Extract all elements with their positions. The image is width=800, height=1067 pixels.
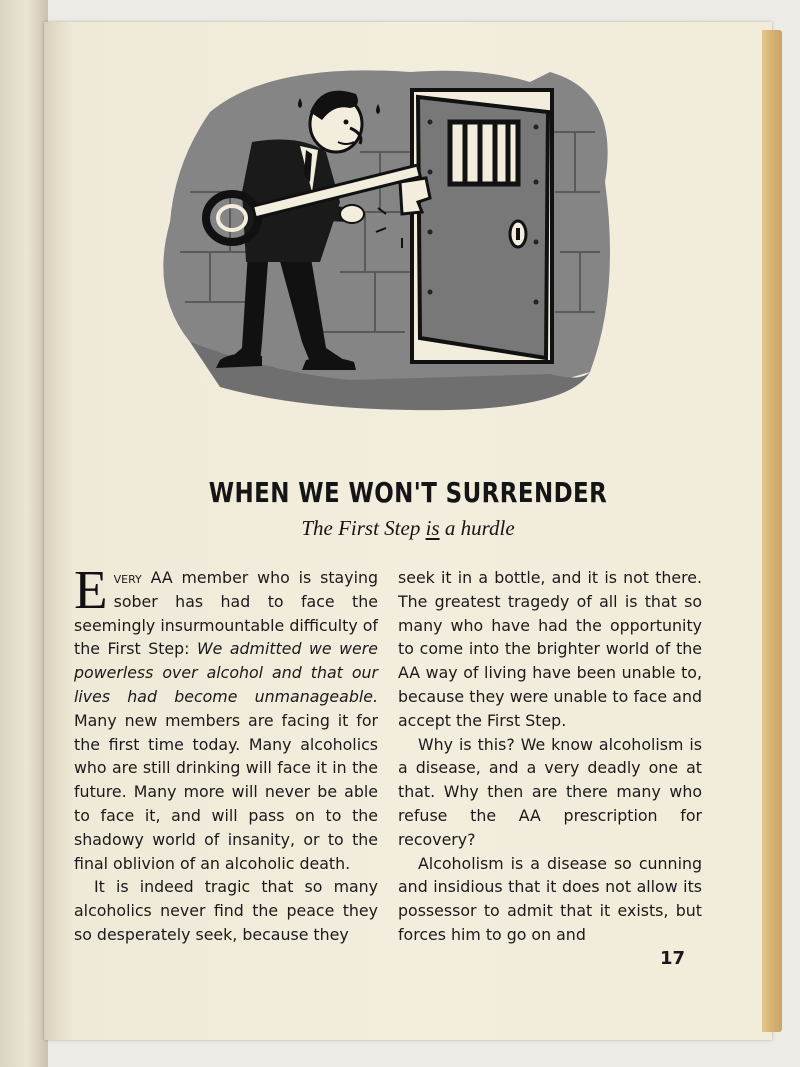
subtitle-part: The First Step [301, 516, 426, 540]
subtitle-underlined-word: is [425, 516, 440, 540]
page-number: 17 [660, 948, 686, 969]
paragraph-text: AA member who is staying sober has had to face the seemingly insurmountable difficulty of the First Step: [74, 568, 378, 659]
article-subtitle [44, 516, 772, 541]
smallcaps-lead: very [113, 568, 142, 587]
man-with-key-at-cell-door-illustration [150, 42, 620, 412]
first-step-quote: We admitted we were powerless over alcohol and that our lives had become unmanageable. [74, 639, 378, 706]
subtitle-part: a hurdle [439, 516, 515, 540]
drop-cap: E [74, 559, 108, 620]
paragraph: Why is this? We know alcoholism is a disease, and a very deadly one at that. Why then are there many who refuse the AA prescription for recovery? [398, 734, 702, 849]
right-column [398, 566, 702, 947]
paragraph [74, 559, 378, 875]
paragraph-text: Many new members are facing it for the first time today. Many alcoholics who are still drinking will face it in the future. Many more will never be able to face it, and will pass on to the shadowy world of insanity, or to the final oblivion of an alcoholic death. [74, 710, 378, 873]
left-column [74, 559, 378, 947]
article-title: WHEN WE WON'T SURRENDER [208, 476, 608, 509]
paragraph: Alcoholism is a disease so cunning and insidious that it does not allow its possessor to admit that it exists, but forces him to go on and [398, 853, 702, 944]
paragraph: seek it in a bottle, and it is not there. The greatest tragedy of all is that so many who have had the opportunity to come into the brighter world of the AA way of living have been unable to, because they were unable to face and accept the First Step. [398, 568, 702, 730]
paragraph: It is indeed tragic that so many alcoholics never find the peace they so desperately seek, because they [74, 877, 378, 944]
left-page-edge [0, 0, 48, 1067]
